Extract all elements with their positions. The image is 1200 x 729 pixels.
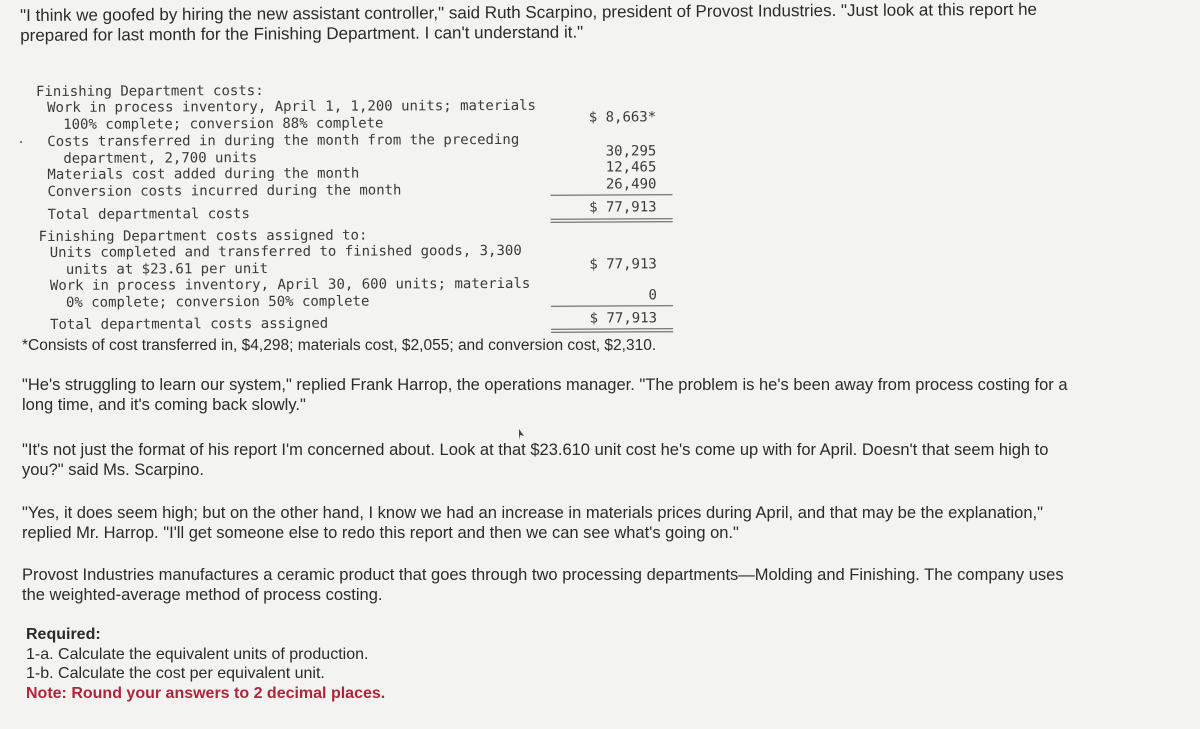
materials-line: Materials cost added during the month — [47, 165, 360, 183]
wip-end-line2: 0% complete; conversion 50% complete — [65, 293, 370, 311]
assigned-header: Finishing Department costs assigned to: — [38, 227, 368, 245]
total-amount: $ 77,913 — [589, 199, 657, 216]
completed-amount: $ 77,913 — [589, 256, 657, 273]
wip-begin-line2: 100% complete; conversion 88% complete — [63, 115, 384, 133]
total-assigned-amount: $ 77,913 — [589, 310, 658, 327]
required-item-1b: 1-b. Calculate the cost per equivalent unit. — [26, 665, 325, 682]
rounding-note: Note: Round your answers to 2 decimal places. — [26, 684, 386, 702]
total-double-rule — [551, 218, 673, 220]
scarpino-concern-paragraph: "It's not just the format of his report I'm concerned about. Look at that $23.610 unit cost he's come up with for April. Doesn't that seem high to you?" said Ms. Scarpino. — [22, 441, 1049, 479]
company-description-paragraph: Provost Industries manufactures a ceramic product that goes through two processing departments—Molding and Finishing. The company uses the weighted-average method of process costing. — [22, 566, 1064, 604]
completed-line1: Units completed and transferred to finished goods, 3,300 — [49, 242, 522, 261]
wip-end-amount: 0 — [648, 287, 657, 304]
assigned-subtotal-rule — [551, 305, 673, 307]
harrop-explanation-paragraph: "Yes, it does seem high; but on the other hand, I know we had an increase in materials prices during April, and that may be the explanation," replied Mr. Harrop. "I'll get someone else to redo this report and then we can see what's going on." — [22, 504, 1043, 542]
conversion-line: Conversion costs incurred during the month — [47, 182, 402, 200]
wip-end-line1: Work in process inventory, April 30, 600 units; materials — [49, 275, 531, 294]
transferred-line2: department, 2,700 units — [63, 150, 258, 167]
stray-mark — [20, 141, 22, 143]
transferred-amount: 30,295 — [605, 143, 657, 160]
total-line: Total departmental costs — [47, 206, 250, 223]
required-title: Required: — [26, 626, 101, 643]
wip-begin-amount: $ 8,663* — [588, 109, 657, 126]
transferred-line1: Costs transferred in during the month from the preceding — [47, 131, 520, 150]
intro-paragraph: "I think we goofed by hiring the new assistant controller," said Ruth Scarpino, president of Provost Industries. "Just look at this report he prepared for last month for the Finishing Department. I can't understand it." — [20, 0, 1038, 45]
required-item-1a: 1-a. Calculate the equivalent units of production. — [26, 645, 369, 663]
conversion-amount: 26,490 — [605, 176, 657, 193]
mouse-cursor-icon — [512, 428, 526, 442]
subtotal-rule — [550, 194, 672, 196]
total-assigned-double-rule — [551, 328, 673, 330]
harrop-reply-paragraph: "He's struggling to learn our system," replied Frank Harrop, the operations manager. "The problem is he's been away from process costing for a long time, and it's coming back slowly." — [22, 376, 1068, 414]
report-footnote: *Consists of cost transferred in, $4,298; materials cost, $2,055; and conversion cost, $2,310. — [22, 337, 657, 354]
required-section — [26, 625, 385, 703]
completed-line2: units at $23.61 per unit — [65, 260, 269, 278]
cost-report — [36, 81, 736, 333]
materials-amount: 12,465 — [605, 159, 657, 176]
wip-begin-line1: Work in process inventory, April 1, 1,200 units; materials — [47, 97, 537, 116]
total-assigned-line: Total departmental costs assigned — [50, 315, 329, 333]
report-header: Finishing Department costs: — [36, 83, 264, 100]
